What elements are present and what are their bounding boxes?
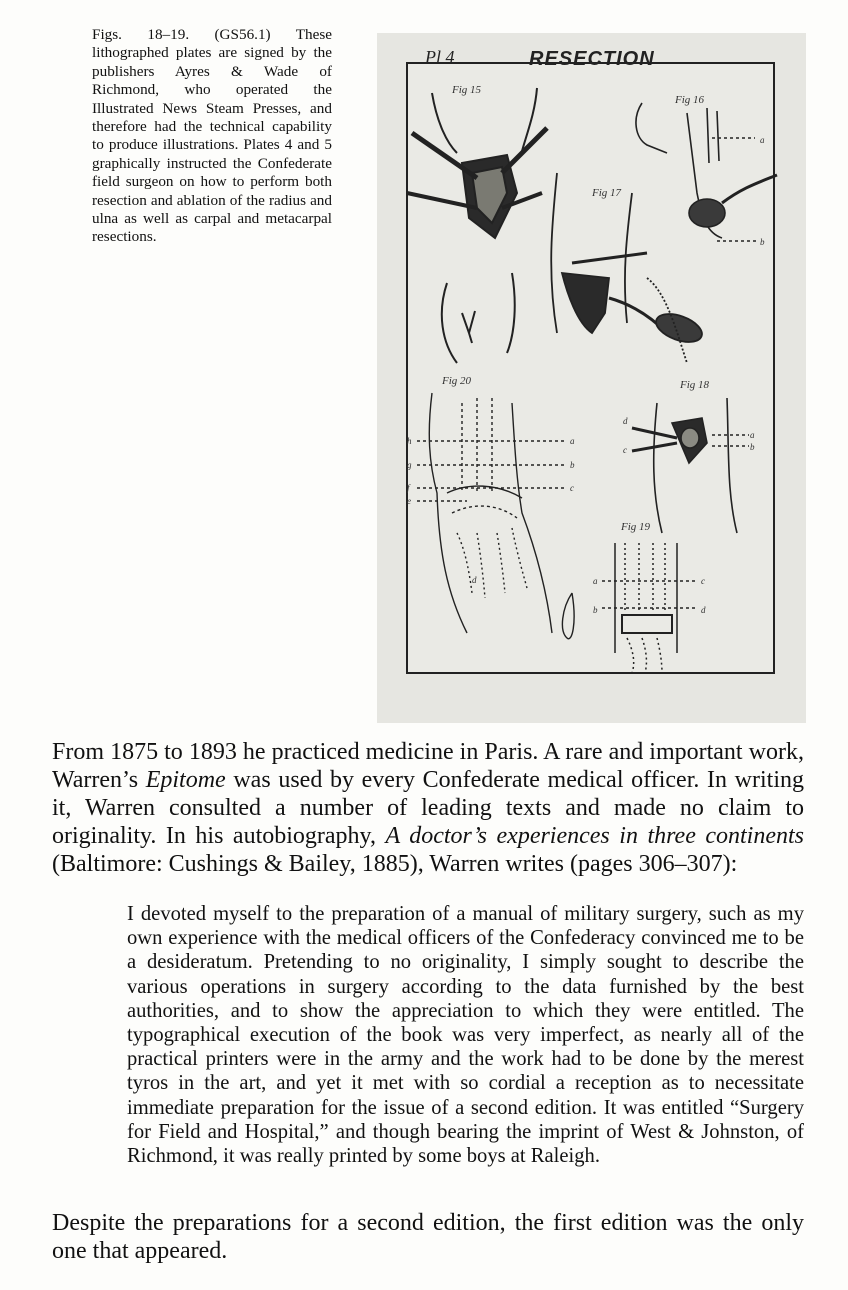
paragraph-1-text-part: was used by every Confederate medical officer. In writing it, Warren consulted a number of leading texts and made no claim to originality. In his autobiography, (52, 767, 805, 849)
fig-19-letter-b: b (593, 605, 598, 615)
paragraph-1-text-part: (Baltimore: Cushings & Bailey, 1885), Warren writes (pages 306–307): (52, 851, 738, 877)
fig-20-letter-h: h (407, 436, 412, 446)
fig-18-letter-d: d (623, 416, 628, 426)
fig-19-letter-d: d (701, 605, 706, 615)
body-paragraph-2: Despite the preparations for a second edition, the first edition was the only one that appeared. (52, 1210, 804, 1264)
figure-caption: Figs. 18–19. (GS56.1) These lithographed plates are signed by the publishers Ayres & Wade of Richmond, who operated the Illustrated News Steam Presses, and therefore had the technical capability to produce illustrations. Plates 4 and 5 graphically instructed the Confederate field surgeon on how to perform both resection and ablation of the radius and ulna as well as carpal and metacarpal resections. (92, 26, 332, 246)
fig-20-letter-f: f (407, 483, 410, 493)
fig-20-letter-d: d (472, 575, 477, 585)
book-title-epitome: Epitome (145, 767, 226, 793)
fig-16-label: Fig 16 (675, 94, 705, 106)
block-quote: I devoted myself to the preparation of a manual of military surgery, such as my own experience with the medical officers of the Confederacy convinced me to be a desideratum. Pretending to no originality, I simply sought to describe the various operations in surgery according to the data furnished by the best authorities, and to show the appreciation to which they were entitled. The typographical execution of the book was very imperfect, as nearly all of the practical printers were in the army and the work had to be done by the merest tyros in the art, and yet it met with so cordial a reception as to necessitate immediate preparation for the issue of a second edition. It was entitled “Surgery for Field and Hospital,” and though bearing the imprint of West & Johnston, of Richmond, it was really printed by some boys at Raleigh. (127, 903, 804, 1168)
fig-20-letter-b: b (570, 460, 575, 470)
fig-16-letter-a: a (760, 135, 765, 145)
fig-18-letter-a: a (750, 430, 755, 440)
fig-20-letter-a: a (570, 436, 575, 446)
paragraph-1-text-part: From 1875 to 1893 he practiced medicine in Paris. A rare and important work, Warren’s (52, 739, 804, 793)
fig-16-letter-b: b (760, 237, 765, 247)
fig-19-label: Fig 19 (621, 521, 651, 533)
fig-18-label: Fig 18 (680, 379, 710, 391)
fig-20-letter-e: e (407, 496, 411, 506)
plate-number: Pl 4 (425, 47, 455, 67)
fig-15-label: Fig 15 (452, 84, 482, 96)
fig-20-letter-c: c (570, 483, 574, 493)
fig-19-letter-c: c (701, 576, 705, 586)
lithograph-plate-image (377, 33, 806, 723)
plate-title: RESECTION (529, 48, 655, 70)
fig-19-letter-a: a (593, 576, 598, 586)
fig-17-label: Fig 17 (592, 187, 622, 199)
fig-18-letter-c: c (623, 445, 627, 455)
book-title-autobiography: A doctor’s experiences in three continents (385, 823, 805, 849)
body-paragraph-1 (52, 738, 804, 878)
fig-18-letter-b: b (750, 442, 755, 452)
fig-20-label: Fig 20 (442, 375, 472, 387)
fig-20-letter-g: g (407, 460, 412, 470)
